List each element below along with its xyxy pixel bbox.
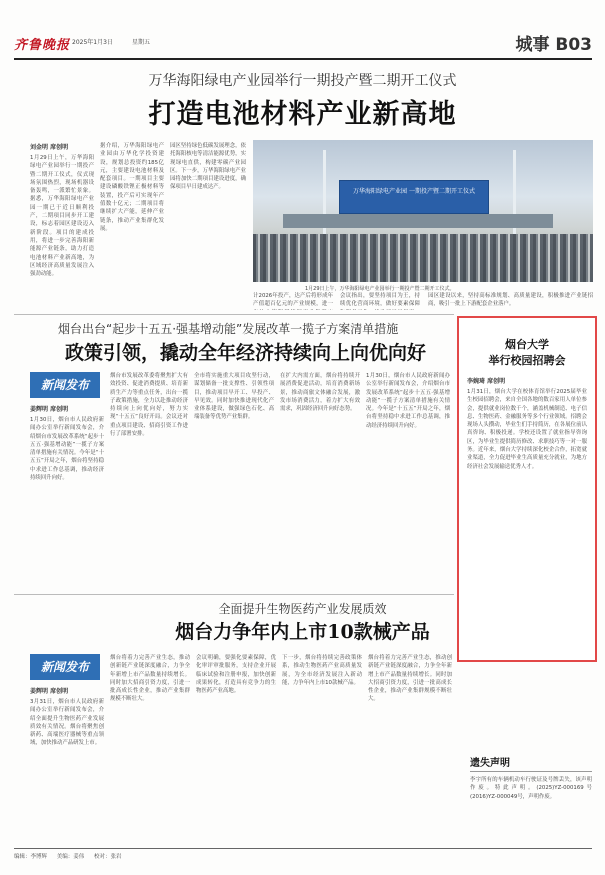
notice-body: 李宇所有的车辆机动车行驶证及号牌丢失，该声明作废。特此声明。(2025)YZ-000169号 (2016)YZ-000049号，声明作废。 [470, 777, 592, 800]
story1-column-5: 会议指出，要坚持项目为王，持续优化营商环境，做好要素保障 [340, 293, 420, 308]
divider [14, 314, 454, 315]
story1-column-4: 计2026年投产，达产后将形成年产值超百亿元的产业规模，进一 [253, 293, 333, 308]
story2-headline: 政策引领，撬动全年经济持续向上向优向好 [65, 342, 427, 364]
masthead-rule [14, 58, 592, 60]
story1-headline: 打造电池材料产业新高地 [148, 99, 457, 130]
sidebar-byline: 李婉琦 席创明 [467, 378, 506, 385]
story3-column-2: 烟台将着力完善产业生态，推动创新链产业链深度融合，力争全年新增上市产品数量持续增长。同时加大招商引资力度，引进一批高成长性企业，推动产业集群规模不断壮大。 [110, 655, 190, 703]
story2-column-3: 全市将实施重大项目攻坚行动，谋划储备一批支撑性、引领性项目，推动项目早开工、早投产、早见效。同时加快推进现代化产业体系建设，做强绿色石化、高端装备等优势产业集群。 [194, 373, 274, 421]
footer-editor: 编辑：李博辉 [14, 854, 48, 860]
lost-notice [470, 754, 592, 852]
story3-tag: 新闻发布 [30, 654, 100, 680]
issue-date: 2025年1月3日 [72, 39, 113, 46]
sidebar-title-line-2: 举行校园招聘会 [488, 354, 566, 367]
story2-column-4: 在扩大内需方面，烟台将持续开展消费促进活动，培育消费新场景，推动商旅文体融合发展，激发市场消费活力，着力扩大有效需求，巩固经济回升向好态势。 [280, 373, 360, 413]
story2-tag: 新闻发布 [30, 372, 100, 398]
page-footer [14, 848, 592, 860]
notice-title: 遗失声明 [470, 754, 592, 772]
footer-designer: 美编：姜伟 [56, 854, 85, 860]
photo-crowd [253, 234, 593, 282]
issue-weekday: 星期五 [132, 39, 151, 46]
footer-proofreader: 校对：张岩 [94, 854, 122, 860]
story1-column-2: 据介绍，万华海阳绿电产业园由万华化学投资建设，规划总投资约185亿元，主要建设电池材料及配套项目。一期项目主要建设磷酸铁锂正极材料等装置，投产后可实现年产值数十亿元；二期项目将继续扩大产能，延伸产业链条，推动产业集群化发展。 [100, 143, 164, 232]
story2-column-2: 烟台市发展改革委将聚焦扩大有效投资、促进消费提质、培育新质生产力等重点任务，出台一揽子政策措施，全力以赴推动经济持续向上向优向好，努力实现“十五五”良好开局。会议还对重点项目建设、招商引资工作进行了部署安排。 [110, 373, 188, 438]
masthead [14, 30, 592, 58]
story3-headline: 烟台力争年内上市10款械产品 [175, 621, 430, 643]
section-label: 城事 B03 [515, 35, 592, 55]
story3-column-4: 下一步，烟台将持续完善政策体系，推动生物医药产业高质量发展，为全市经济发展注入新动能，力争年内上市10款械产品。 [282, 655, 362, 686]
story1-byline: 刘金明 席创明 [30, 144, 69, 151]
story3-column-1: 3月31日，烟台市人民政府新闻办公室举行新闻发布会，介绍全面提升生物医药产业发展质效有关情况。烟台将聚焦创新药、高端医疗器械等重点领域，加快推动产品研发上市。 [30, 699, 104, 747]
newspaper-logo: 齐鲁晚报 [14, 38, 71, 53]
sidebar-body: 1月31日，烟台大学在校体育馆举行2025届毕业生校园招聘会，来自全国各地的数百家用人单位参会，提供就业岗位数千个，涵盖机械制造、电子信息、生物医药、金融服务等多个行业领域。招聘会现场人头攒动，毕业生们手持简历，在各展位前认真咨询、积极投递。学校还设置了就业指导咨询区，为毕业生提供简历修改、求职技巧等一对一服务。近年来，烟台大学持续深化校企合作，拓宽就业渠道，全力促进毕业生高质量充分就业，为地方经济社会发展输送优秀人才。 [467, 389, 587, 470]
event-photo [253, 140, 593, 282]
story1-column-1: 1月29日上午，万华海阳绿电产业园举行一期投产暨二期开工仪式，仪式现场氛围热烈，现场机器设备轰鸣，一派繁忙景象。据悉，万华海阳绿电产业园一期已于近日顺利投产，二期项目同步开工建设，标志着园区建设迈入新阶段。项目的建成投用，将进一步完善海阳新能源产业链条，助力打造电池材料产业新高地，为区域经济高质量发展注入强劲动能。 [30, 155, 94, 278]
photo-stage [283, 214, 553, 228]
sidebar-title-line-1: 烟台大学 [505, 338, 549, 351]
story2-subhead: 烟台出台“起步十五五·强基增动能”发展改革一揽子方案清单措施 [58, 322, 399, 336]
story1-column-3: 园区坚持绿色低碳发展理念，依托海阳核电等清洁能源优势，实现绿电直供，构建零碳产业园区。下一步，万华海阳绿电产业园将加快二期项目建设进度，确保项目早日建成达产。 [170, 143, 246, 191]
story2-byline: 姜辉明 席创明 [30, 406, 69, 413]
story3-subhead: 全面提升生物医药产业发展质效 [218, 602, 387, 616]
photo-banner: 万华海阳绿电产业园 一期投产暨二期开工仪式 [339, 180, 489, 214]
divider [14, 594, 454, 595]
photo-caption: 1月29日上午，万华海阳绿电产业园举行一期投产暨二期开工仪式。 [305, 286, 455, 292]
story3-column-5: 烟台将着力完善产业生态，推动创新链产业链深度融合，力争全年新增上市产品数量持续增长。同时加大招商引资力度，引进一批高成长性企业，推动产业集群规模不断壮大。 [368, 655, 452, 703]
story1-column-6: 园区建设以来，坚持高标准规划、高质量建设，积极推进产业链招商，吸引一批上下游配套企业落户。 [428, 293, 593, 308]
story2-column-5: 1月30日，烟台市人民政府新闻办公室举行新闻发布会，介绍烟台市发展改革系统“起步十五五·强基增动能”一揽子方案清单措施有关情况。今年是“十五五”开局之年，烟台将坚持稳中求进工作总基调，推动经济持续回升向好。 [366, 373, 450, 429]
story3-column-3: 会议明确，要强化要素保障，优化审评审批服务，支持企业开展临床试验和注册申报，加快创新成果转化，打造具有竞争力的生物医药产业高地。 [196, 655, 276, 695]
story1-subhead: 万华海阳绿电产业园举行一期投产暨二期开工仪式 [148, 73, 457, 89]
story2-column-1: 1月30日，烟台市人民政府新闻办公室举行新闻发布会，介绍烟台市发展改革系统“起步十五五·强基增动能”一揽子方案清单措施有关情况。今年是“十五五”开局之年，烟台将坚持稳中求进工作总基调，推动经济持续回升向好。 [30, 417, 104, 482]
story3-byline: 姜辉明 席创明 [30, 688, 69, 695]
